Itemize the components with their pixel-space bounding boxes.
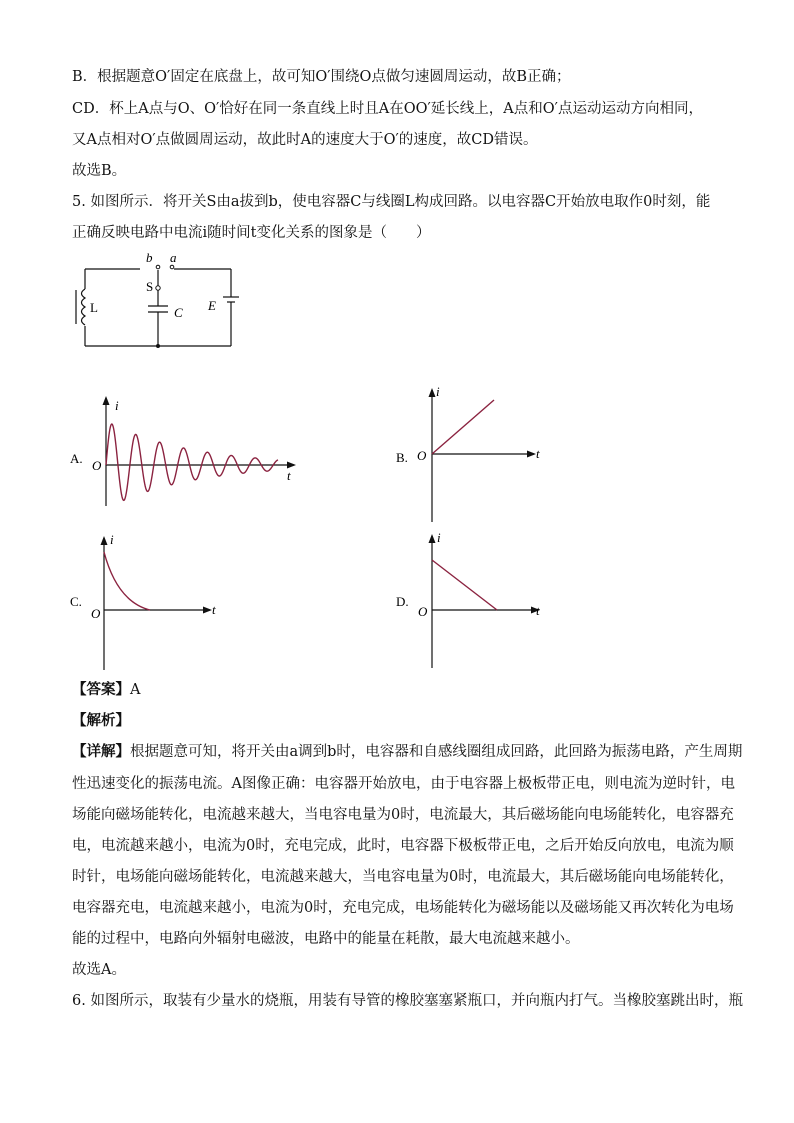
answer-value: A [130,682,141,698]
detail-line-5: 时针，电场能向磁场能转化，电流越来越大，当电容电量为0时，电流最大，其后磁场能向电场能转化， [72,869,734,885]
linear-decreasing-line [432,560,497,610]
option-cd-explanation-2: 又A点相对O′点做圆周运动，故此时A的速度大于O′的速度，故CD错误。 [72,132,538,148]
graph-d-x-label: t [536,603,540,618]
option-b-explanation: B．根据题意O′固定在底盘上，故可知O′围绕O点做匀速圆周运动，故B正确； [72,69,571,85]
graph-b-x-label: t [536,446,540,461]
capacitor-label: C [174,305,183,320]
question-5-stem-1: 5. 如图所示．将开关S由a拔到b，使电容器C与线圈L构成回路。以电容器C开始放电取作0时刻，能 [72,194,711,210]
detail-line-3: 场能向磁场能转化，电流越来越大，当电容电量为0时，电流最大，其后磁场能向电场能转化，电容器充 [72,807,734,823]
graph-c-y-label: i [110,532,114,547]
detail-line-6: 电容器充电，电流越来越小，电流为0时，充电完成，电场能转化为磁场能以及磁场能又再次转化为电场 [72,900,734,916]
graph-d-option-label: D. [396,594,409,609]
linear-increasing-line [432,400,494,454]
damped-oscillation-curve [106,424,278,500]
answer-row [72,679,140,701]
detail-line-7: 能的过程中，电路向外辐射电磁波，电路中的能量在耗散，最大电流越来越小。 [72,931,580,947]
detail-line-4: 电，电流越来越小，电流为0时，充电完成，此时，电容器下极板带正电，之后开始反向放电，电流为顺 [72,838,734,854]
answer-label: 【答案】 [72,681,130,698]
detail-line-2: 性迅速变化的振荡电流。A图像正确：电容器开始放电，由于电容器上极板带正电，则电流为逆时针，电 [72,776,735,792]
graph-b [392,384,552,524]
choice-b-conclusion: 故选B。 [72,163,127,179]
circuit-diagram [68,250,243,355]
switch-label: S [146,279,154,294]
graph-d [392,530,552,670]
graph-a-option-label: A. [70,451,83,466]
analysis-label: 【解析】 [72,712,130,729]
terminal-a-label: a [170,250,177,265]
graph-b-origin-label: O [417,448,427,463]
terminal-b-label: b [146,250,153,265]
graph-b-option-label: B. [396,450,408,465]
graph-b-y-label: i [436,384,440,399]
question-5-stem-2: 正确反映电路中电流i随时间t变化关系的图象是（ ） [72,225,431,241]
graph-c-x-label: t [212,602,216,617]
battery-label: E [208,298,216,313]
choice-a-conclusion: 故选A。 [72,962,126,978]
detail-text-1: 根据题意可知，将开关由a调到b时，电容器和自感线圈组成回路，此回路为振荡电路，产生周期 [130,744,743,760]
graph-a-x-label: t [287,468,291,483]
question-6-stem: 6. 如图所示，取装有少量水的烧瓶，用装有导管的橡胶塞塞紧瓶口，并向瓶内打气。当橡胶塞跳出时，瓶 [72,993,743,1009]
graph-c [66,532,226,672]
graph-a-origin-label: O [92,458,102,473]
detail-line-1 [72,741,742,763]
graph-d-origin-label: O [418,604,428,619]
graph-a [66,394,306,514]
option-cd-explanation-1: CD．杯上A点与O、O′恰好在同一条直线上时且A在OO′延长线上，A点和O′点运动运动方向相同， [72,101,703,117]
exponential-decay-curve [104,552,150,610]
inductor-label: L [90,300,98,315]
graph-d-y-label: i [437,530,441,545]
graph-c-option-label: C. [70,594,82,609]
graph-c-origin-label: O [91,606,101,621]
detail-label: 【详解】 [72,743,130,760]
graph-a-y-label: i [115,398,119,413]
